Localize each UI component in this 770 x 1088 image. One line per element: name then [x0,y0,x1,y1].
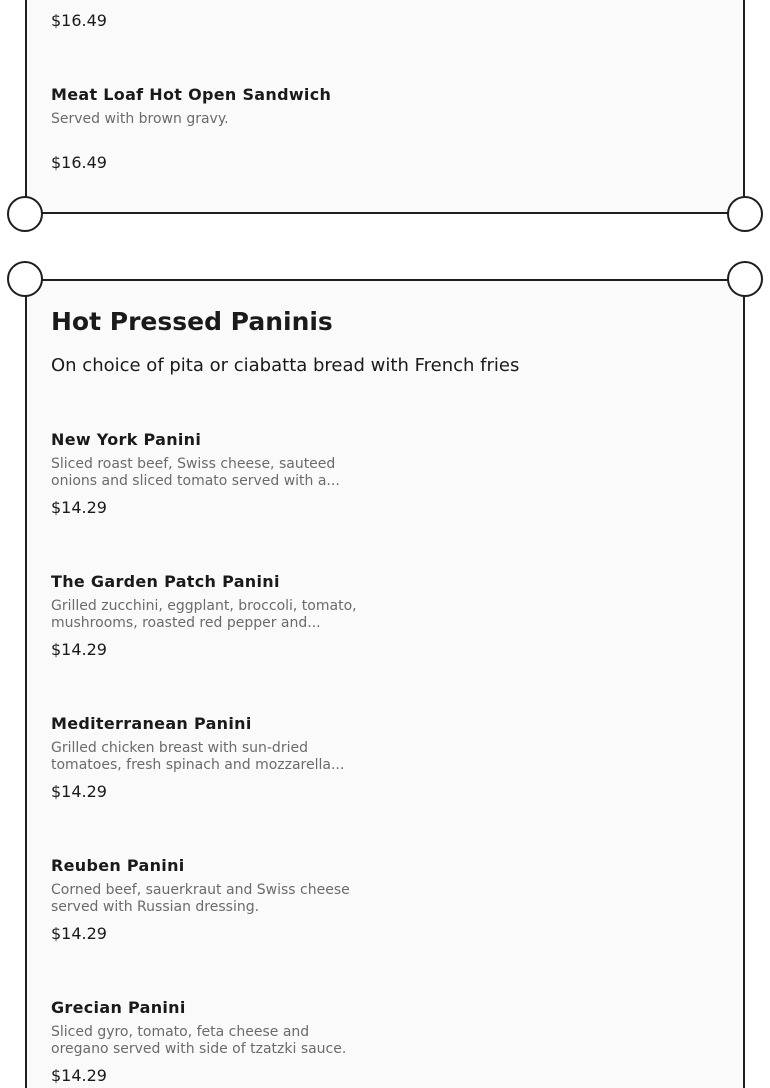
menu-item-name: Meat Loaf Hot Open Sandwich [51,85,332,104]
menu-item-name: Grecian Panini [51,998,186,1017]
menu-item-price: $14.29 [51,782,107,801]
menu-item[interactable] [27,430,743,560]
menu-item[interactable] [27,998,743,1088]
menu-item-name: The Garden Patch Panini [51,572,280,591]
menu-item-name: New York Panini [51,430,202,449]
section-subtitle: On choice of pita or ciabatta bread with French fries [51,355,520,376]
menu-section-card [25,0,745,214]
menu-item-price: $14.29 [51,924,107,943]
menu-item-description: Corned beef, sauerkraut and Swiss cheese served with Russian dressing. [51,882,350,915]
menu-item-price: $16.49 [51,153,107,172]
menu-item-description: Grilled zucchini, eggplant, broccoli, tomato, mushrooms, roasted red pepper and... [51,598,357,631]
menu-item[interactable] [27,572,743,702]
menu-item[interactable] [27,85,743,215]
menu-item-description: Sliced roast beef, Swiss cheese, sauteed onions and sliced tomato served with a... [51,456,340,489]
menu-item-price: $14.29 [51,1066,107,1085]
paninis-section-card [25,279,745,1088]
menu-item[interactable] [27,856,743,986]
card-corner-decoration [727,261,763,297]
menu-item-description: Served with brown gravy. [51,111,229,127]
menu-item-name: Mediterranean Panini [51,714,252,733]
menu-item-price: $16.49 [51,11,107,30]
menu-item[interactable] [27,714,743,844]
card-corner-decoration [727,196,763,232]
menu-item-description: Grilled chicken breast with sun-dried tomatoes, fresh spinach and mozzarella... [51,740,345,773]
menu-item-name: Reuben Panini [51,856,185,875]
menu-item-price: $14.29 [51,640,107,659]
menu-item-description: Sliced gyro, tomato, feta cheese and oregano served with side of tzatzki sauce. [51,1024,347,1057]
card-corner-decoration [7,261,43,297]
menu-item-price: $14.29 [51,498,107,517]
section-title: Hot Pressed Paninis [51,307,333,336]
card-corner-decoration [7,196,43,232]
